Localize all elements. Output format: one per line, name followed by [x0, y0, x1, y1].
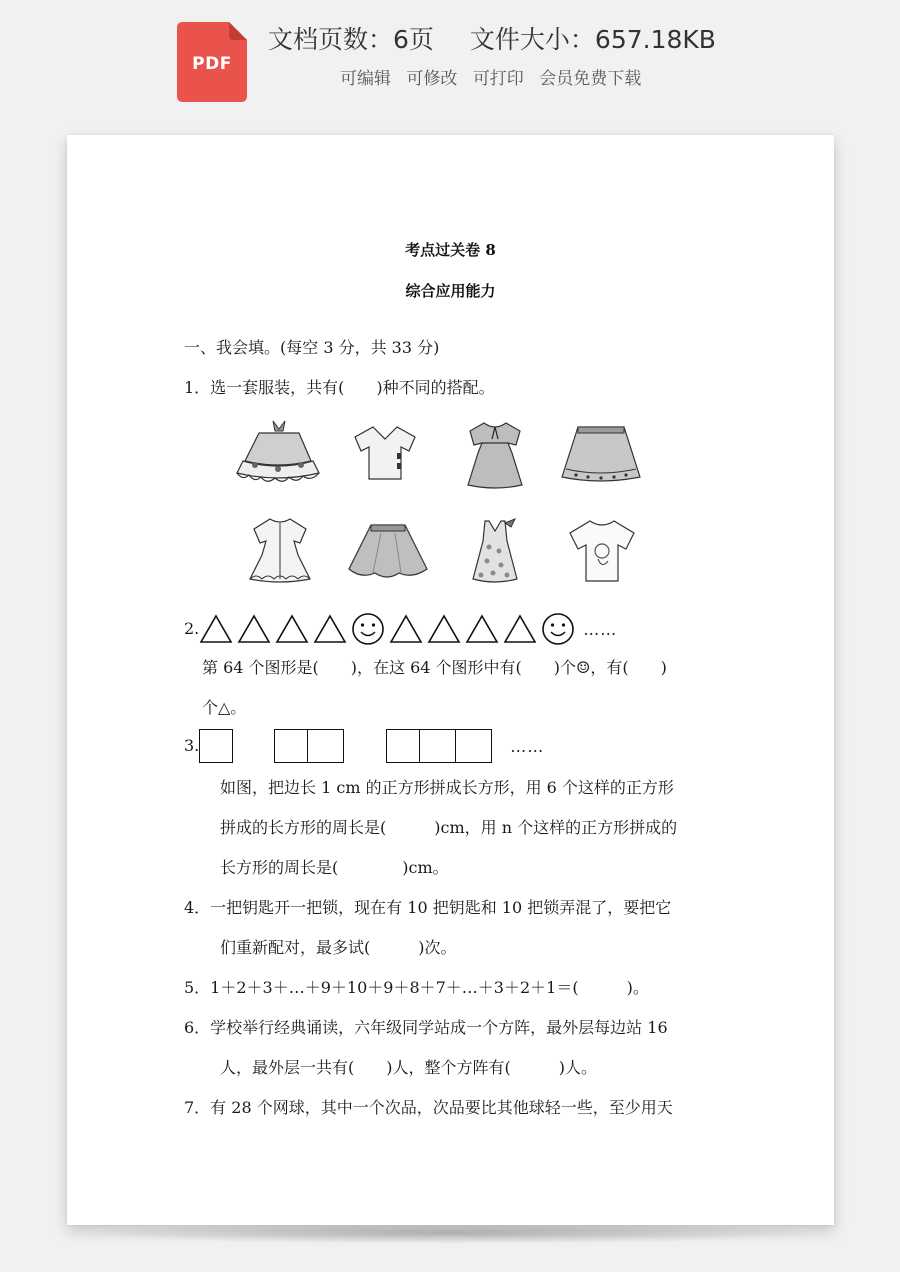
file-size: 文件大小：657.18KB — [469, 25, 716, 54]
flared-skirt-illustration — [347, 521, 429, 583]
continuation-dots: …… — [510, 736, 545, 756]
feature-member-free: 会员免费下载 — [539, 69, 642, 89]
question-2-number: 2. — [184, 619, 200, 638]
question-2-line-2: 个△。 — [202, 698, 247, 717]
unit-square — [274, 729, 308, 763]
question-5: 5．1＋2＋3＋…＋9＋10＋9＋8＋7＋…＋3＋2＋1＝( )。 — [184, 978, 649, 997]
smiley-icon — [351, 612, 385, 646]
question-3-line-3: 长方形的周长是( )cm。 — [220, 858, 449, 877]
lace-dress-illustration — [244, 515, 316, 585]
question-3-number: 3. — [184, 736, 200, 755]
question-6-line-1: 6．学校举行经典诵读，六年级同学站成一个方阵，最外层每边站 16 — [184, 1018, 668, 1037]
puff-sleeve-dress-illustration — [460, 417, 530, 489]
feature-modifiable: 可修改 — [406, 69, 458, 89]
triangle-icon — [313, 614, 347, 644]
question-7-line-1: 7．有 28 个网球，其中一个次品，次品要比其他球轻一些，至少用天 — [184, 1098, 673, 1117]
question-1: 1．选一套服装，共有( )种不同的搭配。 — [184, 378, 495, 397]
triangle-icon — [503, 614, 537, 644]
unit-square — [308, 729, 344, 763]
triangle-icon — [237, 614, 271, 644]
page-shadow — [78, 1222, 823, 1244]
question-6-line-2: 人，最外层一共有( )人，整个方阵有( )人。 — [220, 1058, 597, 1077]
doc-subtitle: 综合应用能力 — [405, 282, 496, 300]
square-sequence — [184, 729, 544, 763]
unit-square — [199, 729, 233, 763]
short-sleeve-blouse-illustration — [351, 423, 419, 483]
polka-dot-dress-illustration — [465, 517, 525, 587]
download-banner — [0, 0, 900, 125]
feature-list — [340, 66, 651, 92]
three-square-group — [386, 729, 492, 763]
two-square-group — [274, 729, 344, 763]
unit-square — [420, 729, 456, 763]
one-square-group — [199, 729, 233, 763]
document-page — [67, 135, 834, 1225]
smiley-icon — [541, 612, 575, 646]
doc-title: 考点过关卷 8 — [405, 241, 496, 259]
feature-printable: 可打印 — [472, 69, 524, 89]
triangle-icon — [275, 614, 309, 644]
triangle-icon — [427, 614, 461, 644]
pdf-badge-label: PDF — [192, 54, 232, 74]
pdf-file-icon — [177, 22, 247, 102]
section-heading: 一、我会填。(每空 3 分，共 33 分) — [184, 338, 440, 357]
question-2-line-1: 第 64 个图形是( )，在这 64 个图形中有( )个☺，有( ) — [202, 658, 667, 677]
a-line-skirt-illustration — [560, 423, 642, 487]
unit-square — [386, 729, 420, 763]
t-shirt-illustration — [568, 517, 636, 585]
continuation-dots: …… — [583, 619, 618, 639]
ruffled-skirt-illustration — [235, 417, 321, 487]
shape-sequence — [184, 612, 617, 646]
triangle-icon — [199, 614, 233, 644]
file-meta — [268, 22, 716, 58]
triangle-icon — [465, 614, 499, 644]
unit-square — [456, 729, 492, 763]
question-3-line-1: 如图，把边长 1 cm 的正方形拼成长方形，用 6 个这样的正方形 — [220, 778, 674, 797]
feature-editable: 可编辑 — [340, 69, 391, 89]
triangle-icon — [389, 614, 423, 644]
question-4-line-2: 们重新配对，最多试( )次。 — [220, 938, 457, 957]
page-count: 文档页数：6页 — [268, 25, 434, 54]
question-4-line-1: 4．一把钥匙开一把锁，现在有 10 把钥匙和 10 把锁弄混了，要把它 — [184, 898, 672, 917]
question-3-line-2: 拼成的长方形的周长是( )cm，用 n 个这样的正方形拼成的 — [220, 818, 678, 837]
